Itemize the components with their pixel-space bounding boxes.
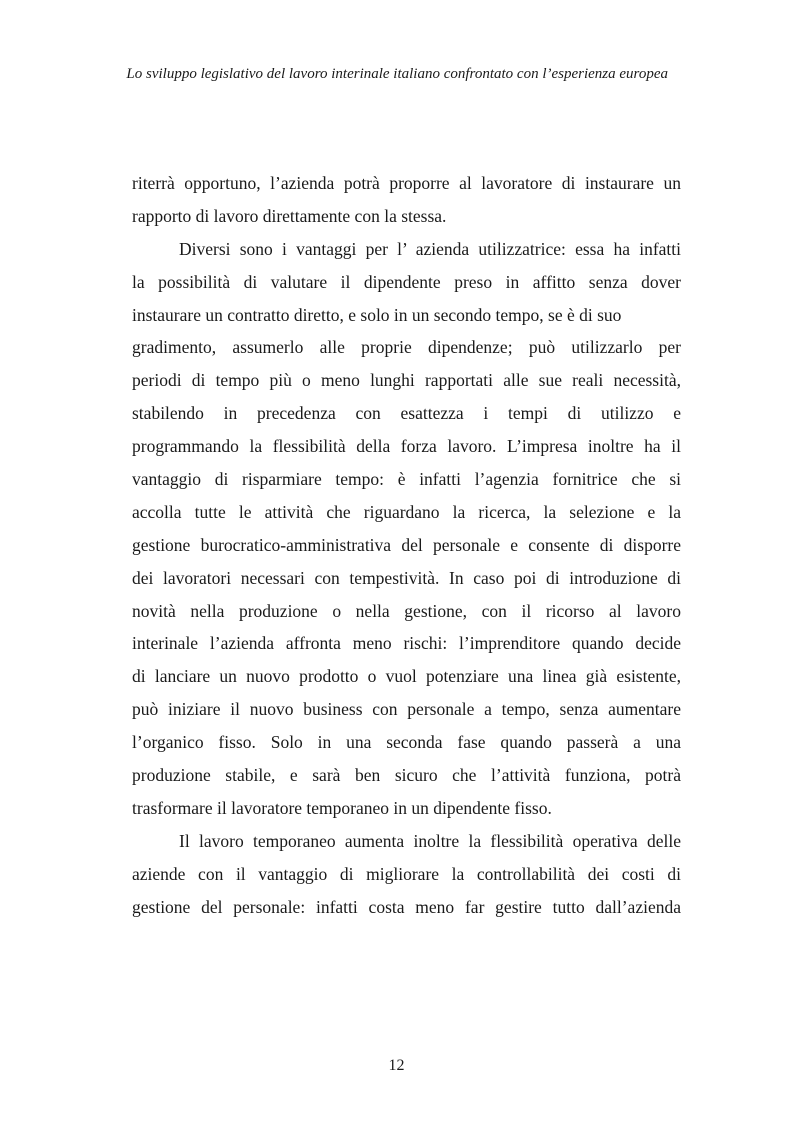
text-line: dei lavoratori necessari con tempestività. In caso poi di introduzione di (132, 567, 681, 588)
text-line: gestione burocratico-amministrativa del personale e consente di disporre (132, 534, 681, 555)
page-number: 12 (388, 1057, 405, 1074)
text-line: periodi di tempo più o meno lunghi rapportati alle sue reali necessità, (132, 370, 681, 391)
text-line: stabilendo in precedenza con esattezza i tempi di utilizzo e (132, 403, 681, 424)
text-line: Il lavoro temporaneo aumenta inoltre la flessibilità operativa delle (179, 830, 681, 851)
text-line: rapporto di lavoro direttamente con la stessa. (132, 205, 447, 226)
text-line: gestione del personale: infatti costa meno far gestire tutto dall’azienda (132, 896, 681, 917)
text-line: di lanciare un nuovo prodotto o vuol potenziare una linea già esistente, (132, 666, 681, 687)
text-line: aziende con il vantaggio di migliorare la controllabilità dei costi di (132, 863, 681, 884)
text-line: trasformare il lavoratore temporaneo in un dipendente fisso. (132, 797, 552, 818)
text-line: la possibilità di valutare il dipendente preso in affitto senza dover (132, 271, 681, 292)
running-header: Lo sviluppo legislativo del lavoro interinale italiano confrontato con l’esperienza europea (126, 66, 668, 82)
text-line: interinale l’azienda affronta meno rischi: l’imprenditore quando decide (132, 633, 681, 654)
text-line: novità nella produzione o nella gestione, con il ricorso al lavoro (132, 600, 681, 621)
body-text (132, 167, 681, 923)
text-line: vantaggio di risparmiare tempo: è infatti l’agenzia fornitrice che si (132, 469, 681, 490)
text-line: gradimento, assumerlo alle proprie dipendenze; può utilizzarlo per (132, 337, 681, 358)
text-line: accolla tutte le attività che riguardano la ricerca, la selezione e la (132, 501, 681, 522)
text-line: può iniziare il nuovo business con personale a tempo, senza aumentare (132, 699, 681, 720)
text-line: riterrà opportuno, l’azienda potrà proporre al lavoratore di instaurare un (132, 173, 681, 193)
text-line: programmando la flessibilità della forza lavoro. L’impresa inoltre ha il (132, 436, 681, 457)
text-line: produzione stabile, e sarà ben sicuro che l’attività funziona, potrà (132, 765, 681, 786)
text-line: instaurare un contratto diretto, e solo in un secondo tempo, se è di suo (132, 304, 622, 325)
paragraph-3 (132, 825, 681, 924)
text-line: l’organico fisso. Solo in una seconda fase quando passerà a una (132, 732, 681, 753)
paragraph-2 (132, 233, 681, 825)
text-line: Diversi sono i vantaggi per l’ azienda utilizzatrice: essa ha infatti (179, 238, 681, 259)
paragraph-1 (132, 167, 681, 233)
